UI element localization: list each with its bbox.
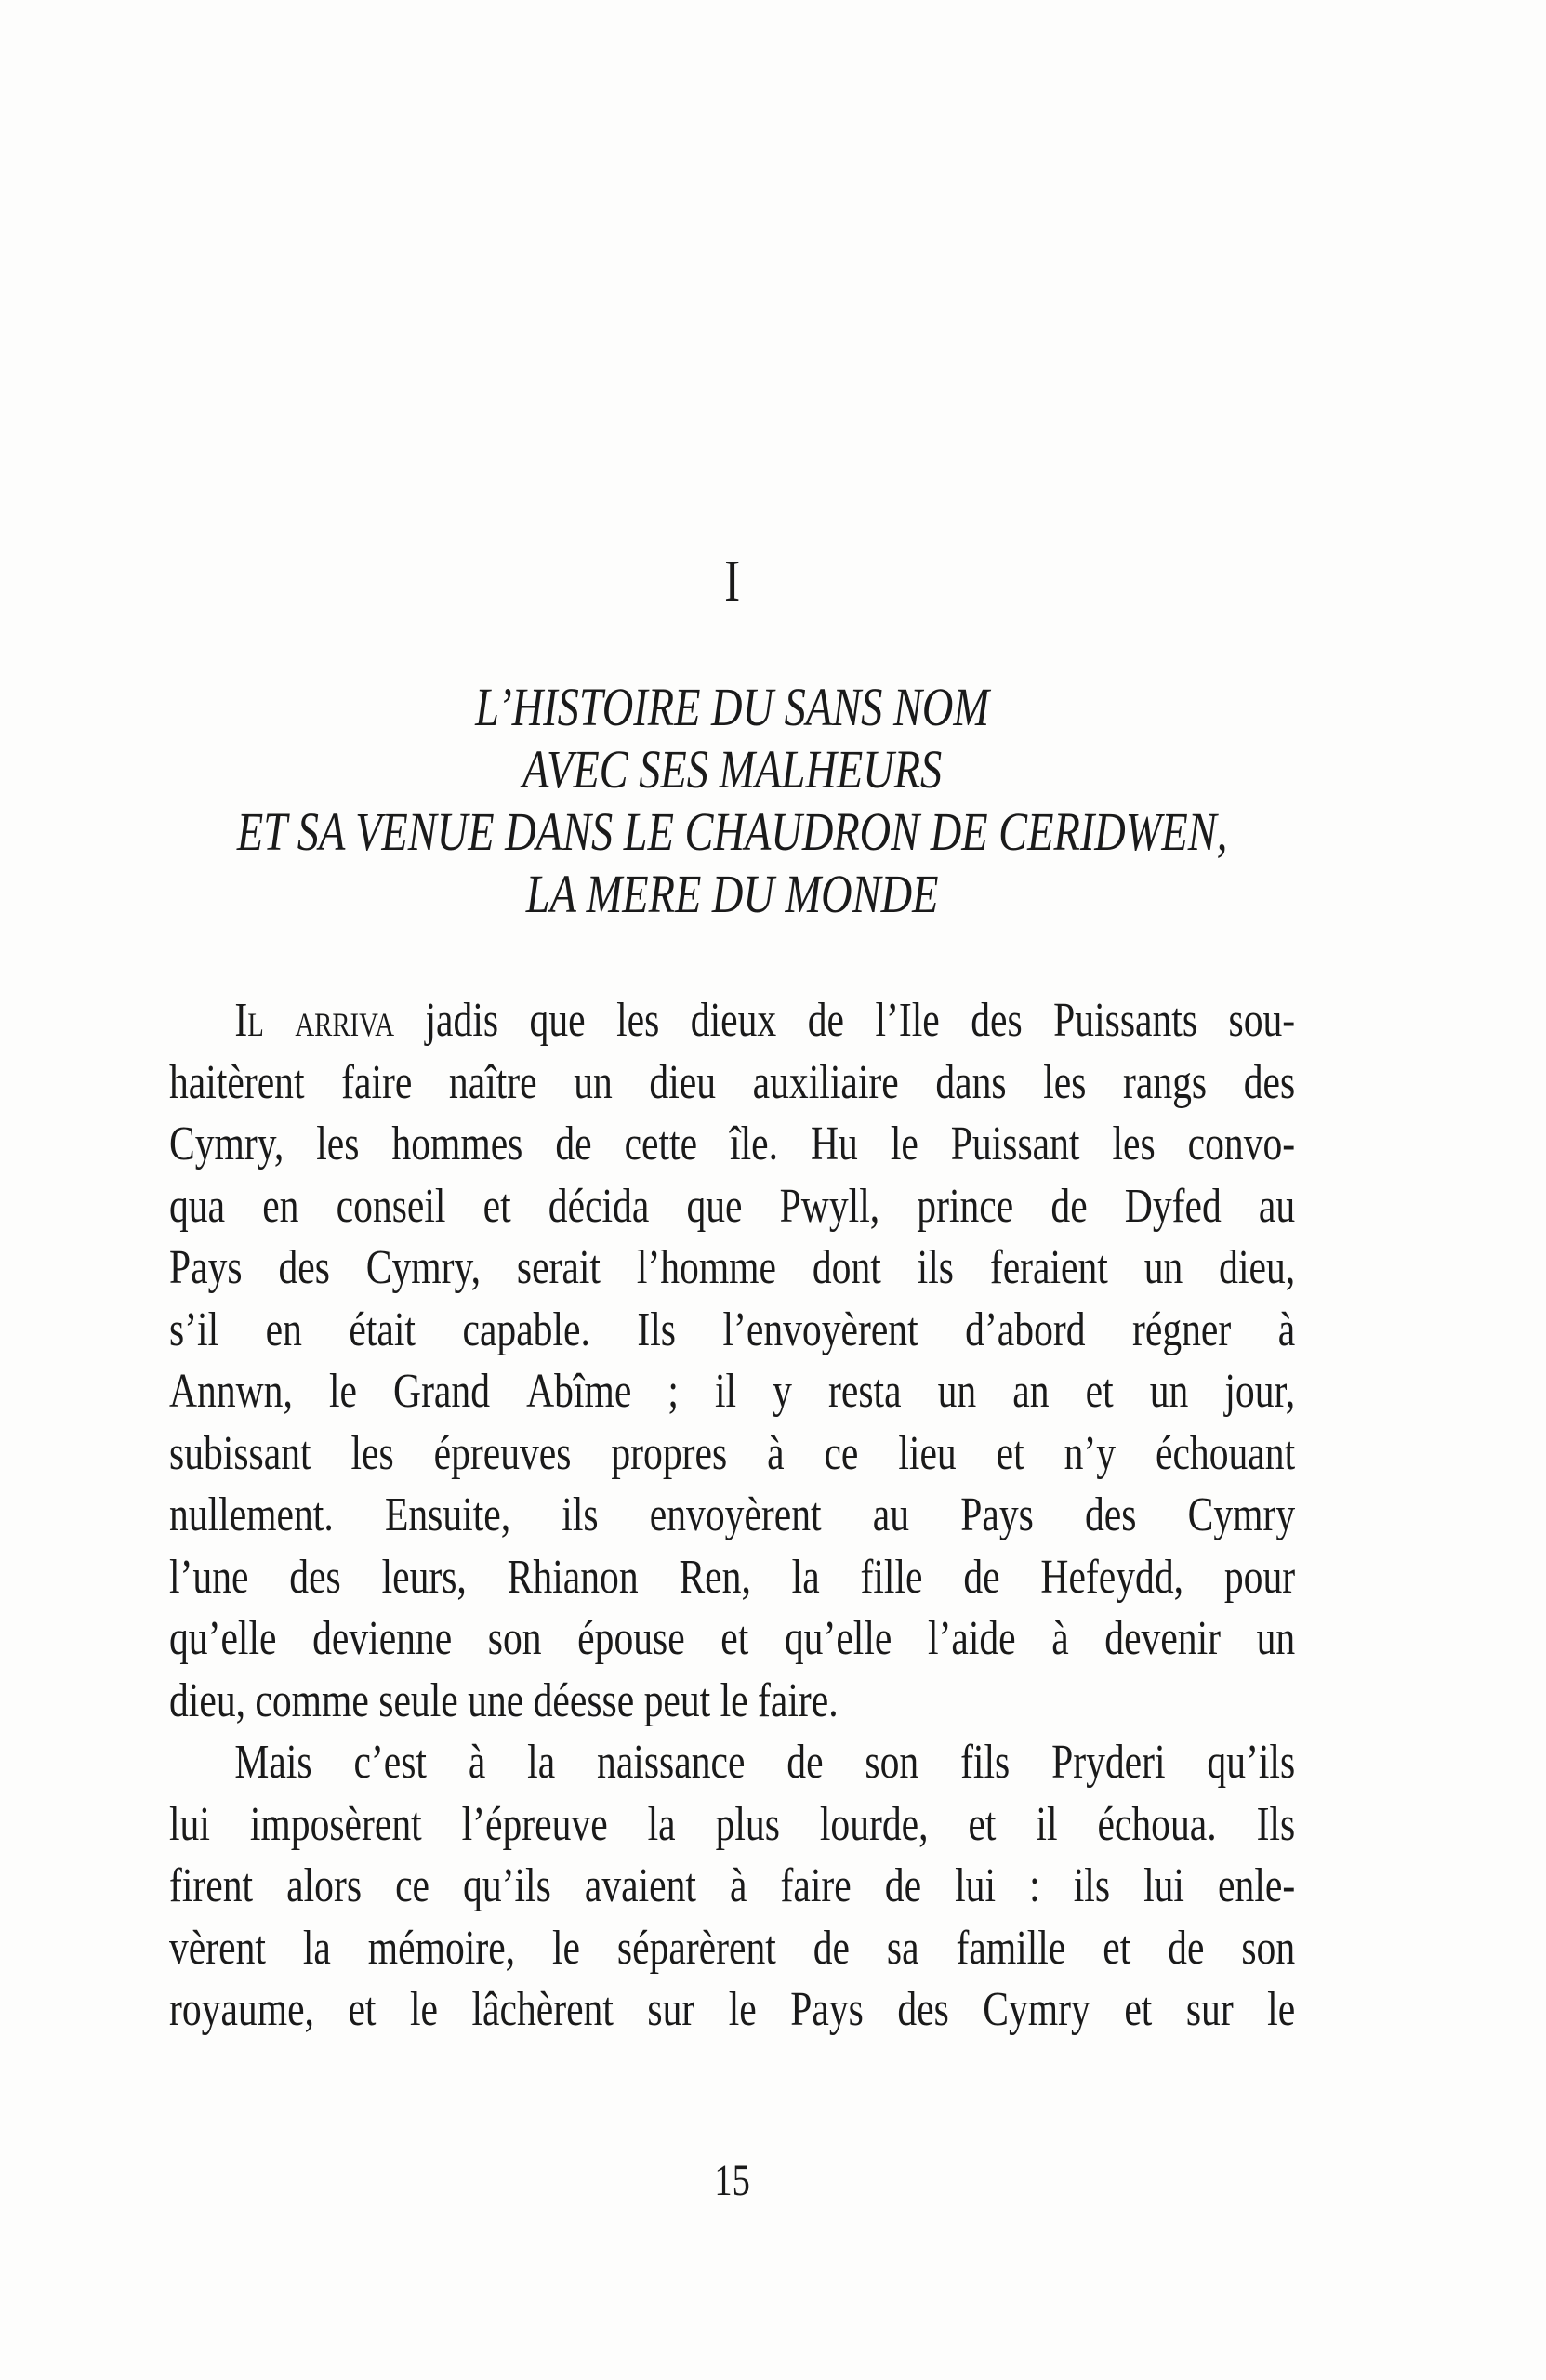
body-line: haitèrent faire naître un dieu auxiliaire dans les rangs des	[169, 1055, 1296, 1109]
chapter-title	[169, 676, 1295, 925]
body-line: qu’elle devienne son épouse et qu’elle l’aide à devenir un	[169, 1612, 1296, 1665]
body-line: dieu, comme seule une déesse peut le faire.	[169, 1673, 839, 1727]
body-line: Annwn, le Grand Abîme ; il y resta un an et un jour,	[169, 1365, 1296, 1418]
body-text	[169, 990, 1295, 2042]
chapter-number: I	[724, 548, 741, 614]
body-line: s’il en était capable. Ils l’envoyèrent d’abord régner à	[169, 1302, 1296, 1356]
body-line: Mais c’est à la naissance de son fils Pryderi qu’ils	[234, 1736, 1296, 1789]
chapter-title-line-2: AVEC SES MALHEURS	[522, 739, 943, 800]
body-line: royaume, et le lâchèrent sur le Pays des Cymry et sur le	[169, 1983, 1296, 2036]
chapter-title-line-4: LA MERE DU MONDE	[525, 864, 939, 924]
text-column	[169, 0, 1295, 2380]
body-line: lui imposèrent l’épreuve la plus lourde, et il échoua. Ils	[169, 1797, 1296, 1851]
body-line: firent alors ce qu’ils avaient à faire de lui : ils lui enle-	[169, 1859, 1296, 1912]
body-line: nullement. Ensuite, ils envoyèrent au Pays des Cymry	[169, 1488, 1296, 1541]
chapter-title-line-1: L’HISTOIRE DU SANS NOM	[475, 677, 990, 737]
page-number: 15	[714, 2156, 750, 2205]
body-line: Pays des Cymry, serait l’homme dont ils feraient un dieu,	[169, 1241, 1296, 1294]
body-line: Cymry, les hommes de cette île. Hu le Puissant les convo-	[169, 1117, 1296, 1170]
body-line: l’une des leurs, Rhianon Ren, la fille de Hefeydd, pour	[169, 1550, 1296, 1604]
body-line: qua en conseil et décida que Pwyll, prince de Dyfed au	[169, 1179, 1296, 1233]
body-line: vèrent la mémoire, le séparèrent de sa famille et de son	[169, 1921, 1296, 1975]
chapter-title-line-3: ET SA VENUE DANS LE CHAUDRON DE CERIDWEN,	[236, 801, 1228, 862]
body-line: Il arriva jadis que les dieux de l’Ile des Puissants sou-	[234, 994, 1296, 1047]
body-line: subissant les épreuves propres à ce lieu et n’y échouant	[169, 1426, 1296, 1480]
